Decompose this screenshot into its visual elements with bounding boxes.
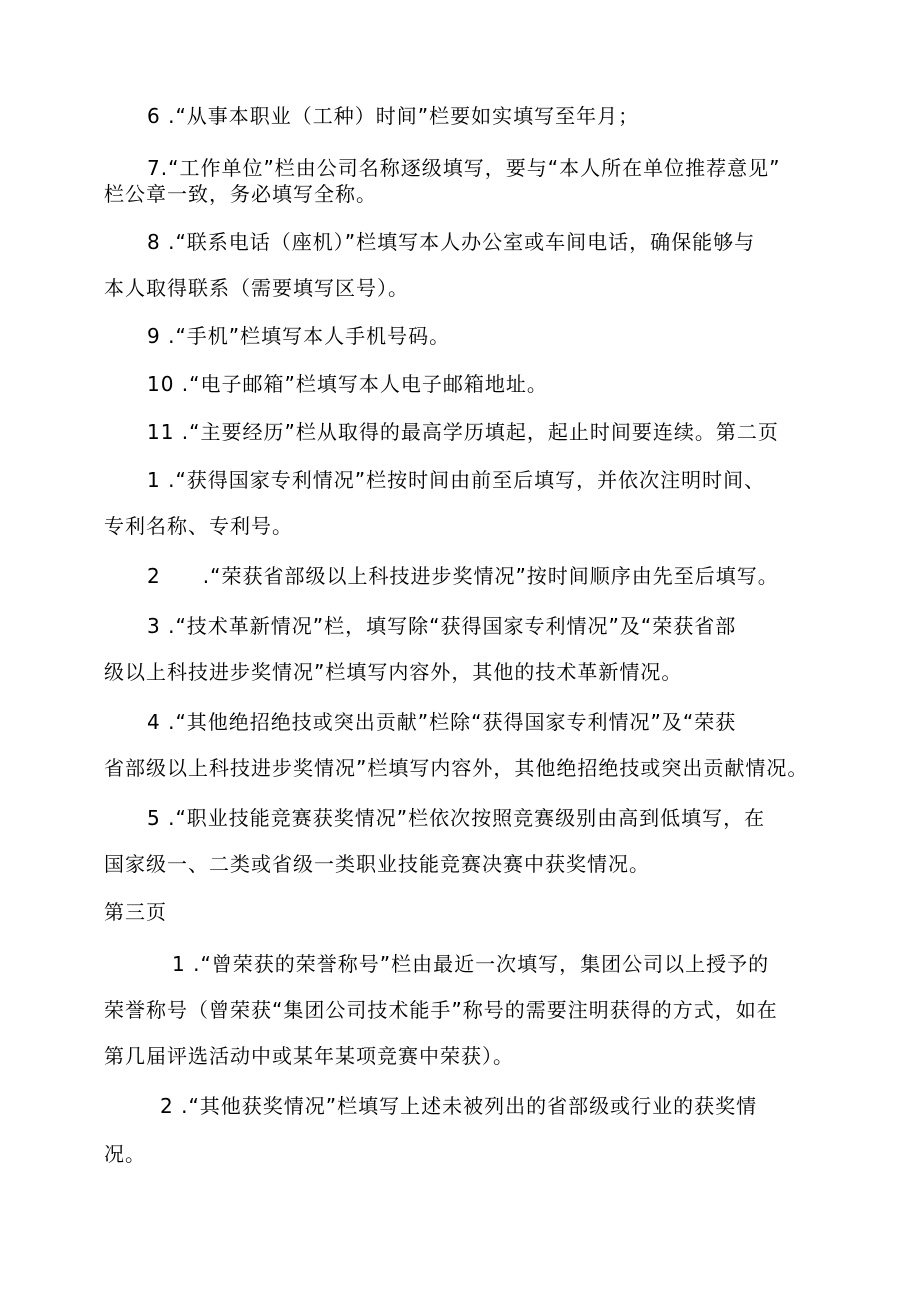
text-line-item8-a: 8 .“联系电话（座机）”栏填写本人办公室或车间电话，确保能够与 xyxy=(147,230,756,254)
text-line-p3-item1-c: 第几届评选活动中或某年某项竞赛中荣获）。 xyxy=(104,1044,514,1068)
page-three-heading: 第三页 xyxy=(104,900,167,924)
text-line-item10: 10 .“电子邮箱”栏填写本人电子邮箱地址。 xyxy=(147,372,548,396)
text-line-item11: 11 .“主要经历”栏从取得的最高学历填起，起止时间要连续。第二页 xyxy=(147,420,779,444)
text-line-p3-item2-b: 况。 xyxy=(104,1142,146,1166)
text-line-p2-item4-b: 省部级以上科技进步奖情况”栏填写内容外，其他绝招绝技或突出贡献情况。 xyxy=(104,756,809,780)
text-line-p2-item5-b: 国家级一、二类或省级一类职业技能竞赛决赛中获奖情况。 xyxy=(104,852,650,876)
text-line-p3-item1-b: 荣誉称号（曾荣获“集团公司技术能手”称号的需要注明获得的方式，如在 xyxy=(104,998,778,1022)
text-line-p2-item1-b: 专利名称、专利号。 xyxy=(104,514,293,538)
text-line-item7-b: 栏公章一致，务必填写全称。 xyxy=(104,182,377,206)
text-line-item7-a: 7.“工作单位”栏由公司名称逐级填写，要与“本人所在单位推荐意见” xyxy=(147,156,781,180)
text-line-p2-item4-a: 4 .“其他绝招绝技或突出贡献”栏除“获得国家专利情况”及“荣获 xyxy=(147,710,737,734)
text-line-p3-item2-a: 2 .“其他获奖情况”栏填写上述未被列出的省部级或行业的获奖情 xyxy=(160,1094,758,1118)
text-line-p2-item3-a: 3 .“技术革新情况”栏，填写除“获得国家专利情况”及“荣获省部 xyxy=(147,614,737,638)
text-line-p2-item1-a: 1 .“获得国家专利情况”栏按时间由前至后填写，并依次注明时间、 xyxy=(147,468,766,492)
text-line-item8-b: 本人取得联系（需要填写区号）。 xyxy=(104,276,409,300)
text-line-p2-item5-a: 5 .“职业技能竞赛获奖情况”栏依次按照竞赛级别由高到低填写，在 xyxy=(147,806,766,830)
text-line-p3-item1-a: 1 .“曾荣获的荣誉称号”栏由最近一次填写，集团公司以上授予的 xyxy=(172,952,770,976)
text-line-p2-item3-b: 级以上科技进步奖情况”栏填写内容外，其他的技术革新情况。 xyxy=(104,660,683,684)
text-line-p2-item2: 2 .“荣获省部级以上科技进步奖情况”按时间顺序由先至后填写。 xyxy=(147,564,779,588)
text-line-item6: 6 .“从事本职业（工种）时间”栏要如实填写至年月； xyxy=(147,104,640,128)
text-line-item9: 9 .“手机”栏填写本人手机号码。 xyxy=(147,324,451,348)
